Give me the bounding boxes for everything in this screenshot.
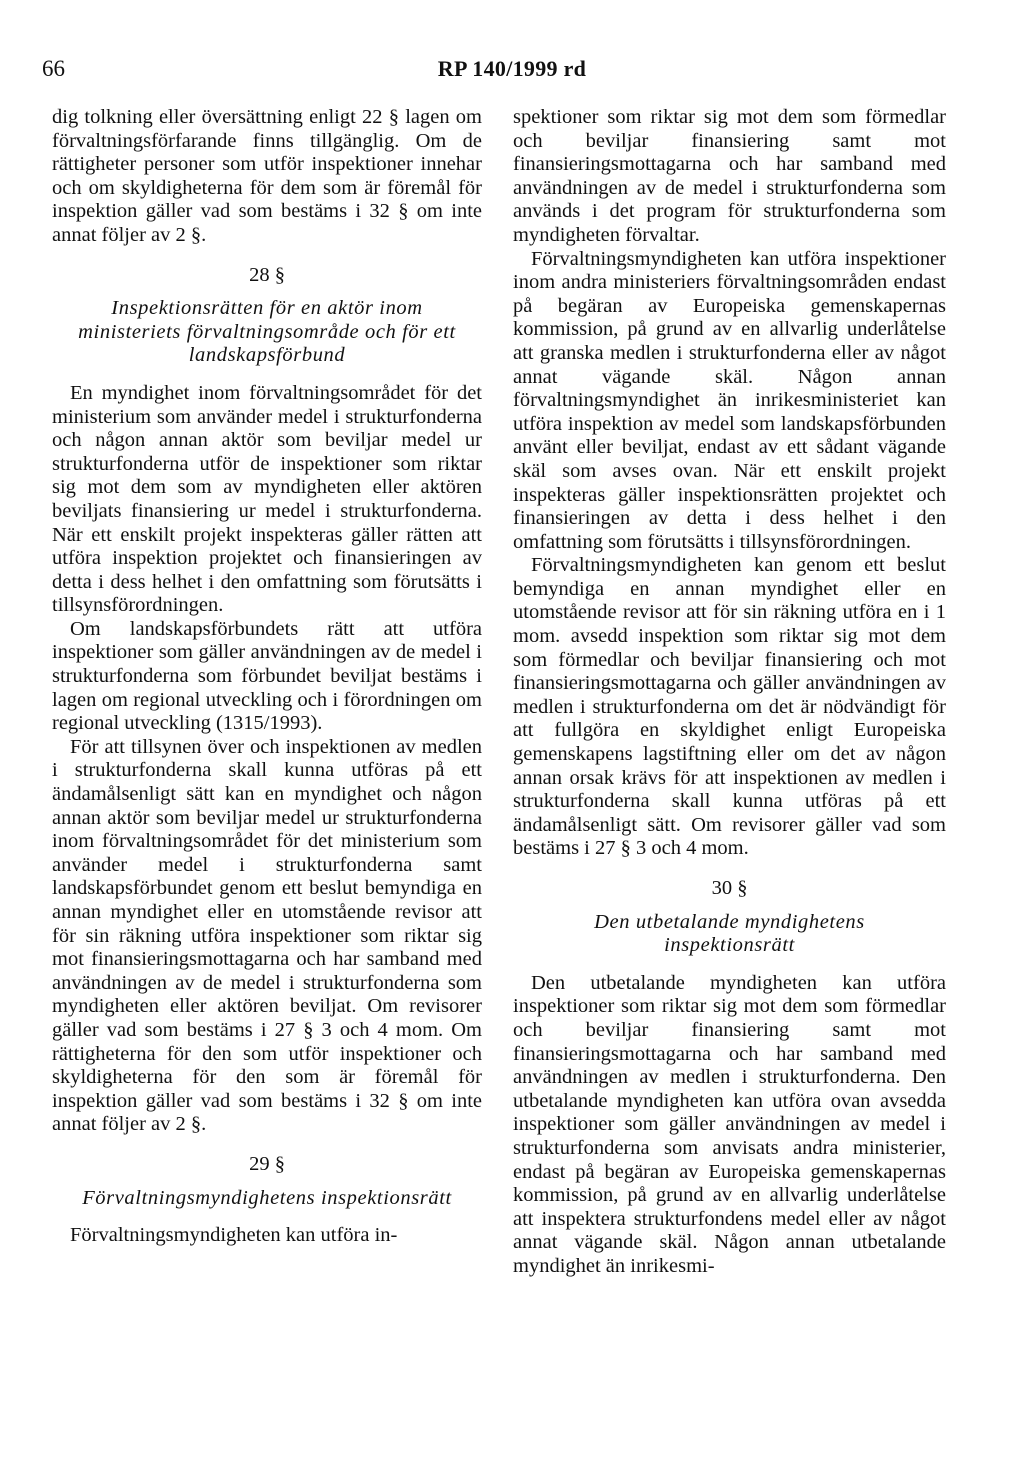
section-title-line: ministeriets förvaltningsområde och för ett (78, 320, 456, 343)
paragraph: Förvaltningsmyndigheten kan utföra in- (70, 1224, 398, 1247)
paragraph: Förvaltningsmyndigheten kan genom ett beslut bemyndiga en annan myndighet eller en utomstående revisor att för sin räkning utföra en i 1 mom. avsedd inspektion som riktar sig mot dem som förmedlar och beviljar finansiering och mot finansieringsmottagarna och gäller användningen av medlen i strukturfonderna om det är nödvändigt för att fullgöra en skyldighet enligt Europeiska gemenskapens lagstiftning eller om det av någon annan orsak krävs för att inspektionen av medlen i strukturfonderna skall kunna utföras på ett ändamålsenligt sätt. Om revisorer gäller vad som bestäms i 27 § 3 och 4 mom. (513, 554, 946, 860)
paragraph: En myndighet inom förvaltningsområdet för det ministerium som använder medel i strukturfonderna och någon annan aktör som beviljar medel ur strukturfonderna utför de inspektioner som riktar sig mot dem som av myndigheten eller aktören beviljats finansiering ur medel i strukturfonderna. När ett enskilt projekt inspekteras gäller rätten att utföra inspektion projektet och finansieringen av detta i dess helhet i den omfattning som förutsätts i tillsynsförordningen. (52, 381, 482, 617)
section-number: 29 § (249, 1152, 285, 1175)
section-title: Förvaltningsmyndighetens inspektionsrätt (82, 1186, 452, 1209)
paragraph: spektioner som riktar sig mot dem som förmedlar och beviljar finansiering samt mot finansieringsmottagarna och har samband med användningen av de medel i strukturfonderna som används i det program för strukturfonderna som myndigheten förvaltar. (513, 106, 946, 246)
paragraph: För att tillsynen över och inspektionen av medlen i strukturfonderna skall kunna utföras på ett ändamålsenligt sätt kan en myndighet och någon annan aktör som beviljar medel ur strukturfonderna inom förvaltningsområdet för det ministerium som använder medel i strukturfonderna samt landskapsförbundet genom ett beslut bemyndiga en annan myndighet eller en utomstående revisor att för sin räkning utföra inspektioner som riktar sig mot finansieringsmottagarna och har samband med användningen av de medel i strukturfonderna som myndigheten eller aktören beviljat. Om revisorer gäller vad som bestäms i 27 § 3 och 4 mom. Om rättigheterna för den som utför inspektioner och skyldigheterna för den som är föremål för inspektion gäller vad som bestäms i 32 § om inte annat följer av 2 §. (52, 735, 482, 1136)
section-title-line: Inspektionsrätten för en aktör inom (111, 297, 423, 320)
running-title: RP 140/1999 rd (437, 56, 587, 81)
paragraph: dig tolkning eller översättning enligt 22 § lagen om förvaltningsförfarande finns tillgänglig. Om de rättigheter personer som utför inspektioner innehar och om skyldigheterna för dem som är föremål för inspektion gäller vad som bestäms i 32 § om inte annat följer av 2 §. (52, 106, 482, 246)
paragraph: Förvaltningsmyndigheten kan utföra inspektioner inom andra ministeriers förvaltningsområden endast på begäran av Europeiska gemenskapernas kommission, på grund av en allvarlig underlåtelse att granska medlen i strukturfonderna eller av något annat vägande skäl. Någon annan förvaltningsmyndighet än inrikesministeriet kan utföra inspektion av medel som landskapsförbunden använt eller beviljat, endast av ett sådant vägande skäl som avses ovan. När ett enskilt projekt inspekteras gäller inspektionsrätten projektet och finansieringen av detta i dess helhet i den omfattning som förutsätts i tillsynsförordningen. (513, 247, 946, 553)
left-column (52, 106, 482, 1248)
page-number: 66 (42, 56, 65, 81)
section-title (52, 297, 482, 368)
page-header (0, 56, 1024, 86)
paragraph: Den utbetalande myndigheten kan utföra inspektioner som riktar sig mot dem som förmedlar och beviljar finansiering samt mot finansieringsmottagarna och har samband med användningen av medlen i strukturfonderna. Den utbetalande myndigheten kan utföra ovan avsedda inspektioner som gäller användningen av medel i strukturfonderna som anvisats andra ministerier, endast på begäran av Europeiska gemenskapernas kommission, på grund av en allvarlig underlåtelse att inspektera strukturfondens medel eller av något annat vägande skäl. Någon annan utbetalande myndighet än inrikesmi- (513, 971, 946, 1277)
section-title-line: landskapsförbund (188, 344, 346, 367)
section-title-line: Den utbetalande myndighetens (594, 910, 865, 933)
section-title-line: inspektionsrätt (664, 934, 795, 957)
paragraph: Om landskapsförbundets rätt att utföra inspektioner som gäller användningen av de medel i strukturfonderna som förbundet beviljat bestäms i lagen om regional utveckling och i förordningen om regional utveckling (1315/1993). (52, 617, 482, 735)
right-column (513, 106, 946, 1279)
section-number: 28 § (249, 263, 285, 286)
section-number: 30 § (711, 877, 748, 899)
section-title (513, 911, 946, 958)
